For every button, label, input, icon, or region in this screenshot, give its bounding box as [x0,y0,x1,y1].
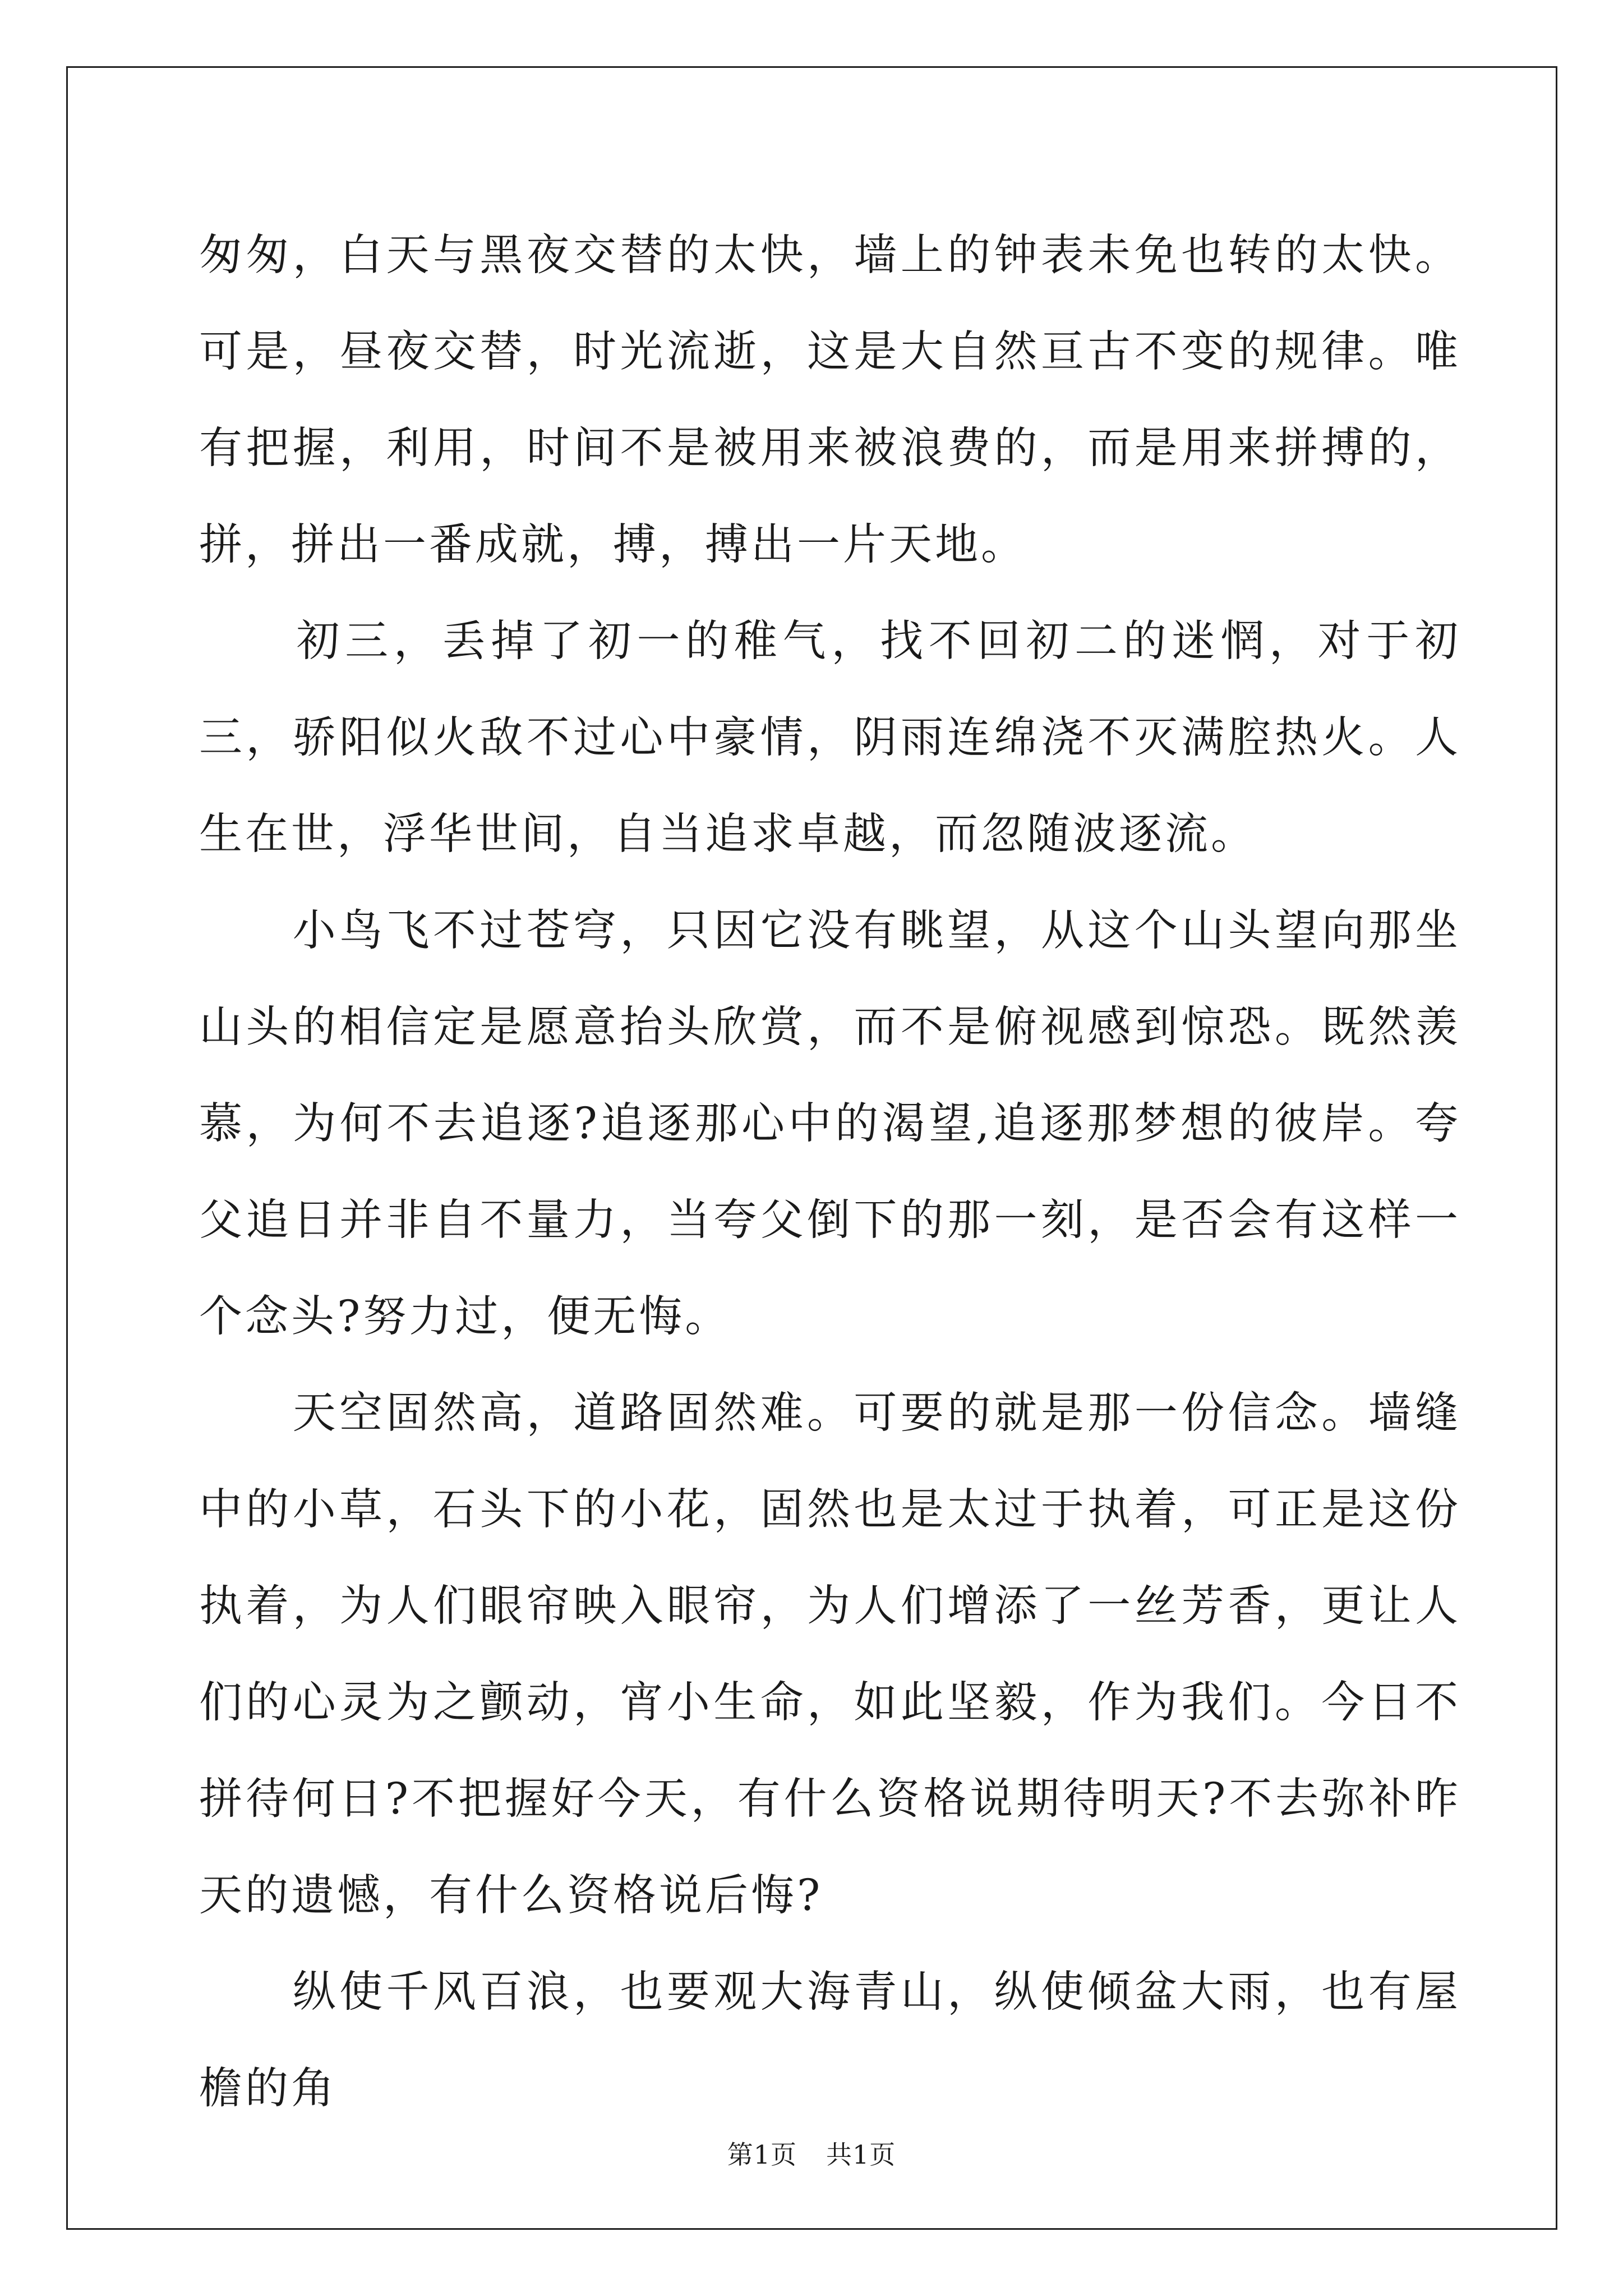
page-footer [0,2134,1623,2171]
paragraph-4: 天空固然高，道路固然难。可要的就是那一份信念。墙缝中的小草，石头下的小花，固然也是太过于执着，可正是这份执着，为人们眼帘映入眼帘，为人们增添了一丝芳香，更让人们的心灵为之颤动，宵小生命，如此坚毅，作为我们。今日不拼待何日?不把握好今天，有什么资格说期待明天?不去弥补昨天的遗憾，有什么资格说后悔? [199,1388,1461,1921]
paragraph-1: 匆匆，白天与黑夜交替的太快，墙上的钟表未免也转的太快。可是，昼夜交替，时光流逝，这是大自然亘古不变的规律。唯有把握，利用，时间不是被用来被浪费的，而是用来拼搏的，拼，拼出一番成就，搏，搏出一片天地。 [199,231,1461,570]
page-number: 第1页 [727,2139,797,2170]
paragraph-2: 初三，丢掉了初一的稚气，找不回初二的迷惘，对于初三，骄阳似火敌不过心中豪情，阴雨连绵浇不灭满腔热火。人生在世，浮华世间，自当追求卓越，而忽随波逐流。 [199,616,1461,859]
document-body [199,208,1461,2137]
paragraph-3: 小鸟飞不过苍穹，只因它没有眺望，从这个山头望向那坐山头的相信定是愿意抬头欣赏，而不是俯视感到惊恐。既然羡慕，为何不去追逐?追逐那心中的渴望,追逐那梦想的彼岸。夸父追日并非自不量力，当夸父倒下的那一刻，是否会有这样一个念头?努力过，便无悔。 [199,906,1461,1342]
page-total: 共1页 [826,2139,896,2170]
paragraph-5: 纵使千风百浪，也要观大海青山，纵使倾盆大雨，也有屋檐的角 [199,1967,1461,2114]
